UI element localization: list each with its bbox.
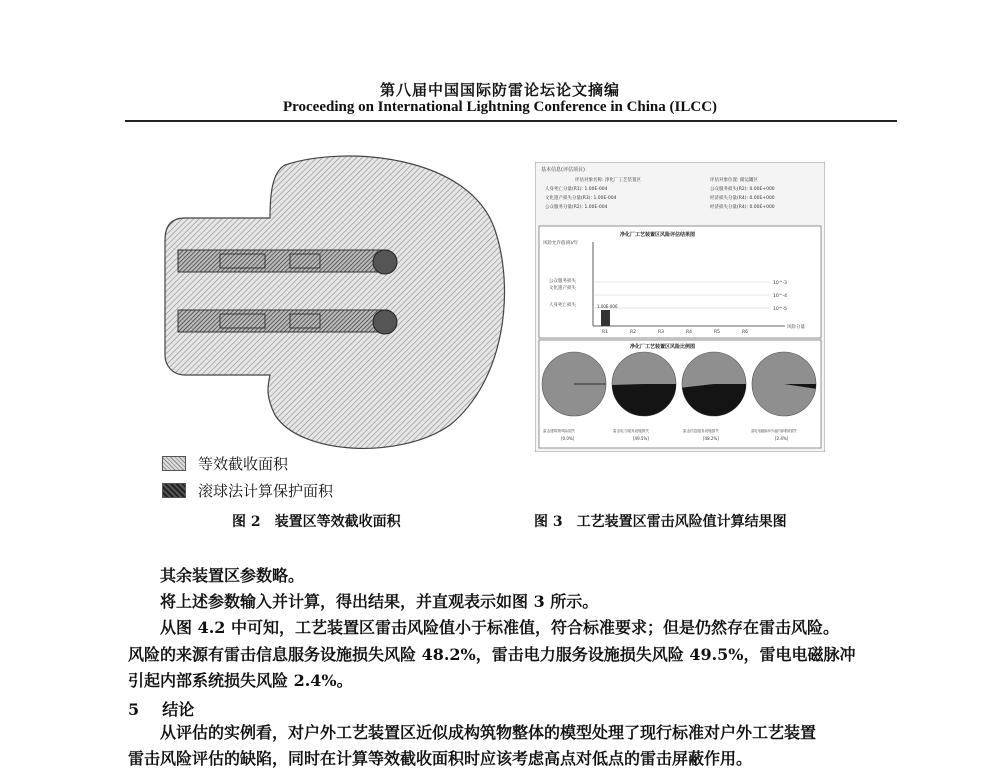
figure-2-equivalent-area xyxy=(160,150,510,450)
legend-equivalent-area xyxy=(162,453,288,474)
pie-label: 雷电电磁脉冲引起内部系统损失 xyxy=(751,429,798,433)
x-tick: R3 xyxy=(658,330,664,335)
equivalent-area-outline xyxy=(165,156,505,448)
figure-3-risk-results xyxy=(535,162,825,452)
info-line: 评估对象名称: 净化厂工艺装置区 xyxy=(575,178,641,183)
pie-pct: [0.0%] xyxy=(561,436,575,441)
section-title: 结论 xyxy=(162,700,195,719)
category-label: 文化遗产损失 xyxy=(549,286,576,291)
category-label: 公众服务损失 xyxy=(549,279,576,284)
x-axis-label: 风险分量 xyxy=(787,325,805,330)
y-tick: 10^-5 xyxy=(773,307,787,312)
paragraph-5: 雷击风险评估的缺陷，同时在计算等效截收面积时应该考虑高点对低点的雷击屏蔽作用。 xyxy=(128,749,753,768)
info-title: 基本信息(评估项目) xyxy=(541,167,585,173)
paragraph-3-line-2: 风险的来源有雷击信息服务设施损失风险 48.2%，雷击电力服务设施损失风险 49.5%，雷电电磁脉冲 xyxy=(128,645,856,664)
legend-swatch-hatch xyxy=(162,456,186,471)
legend-rolling-sphere xyxy=(162,480,333,501)
pie-pct: [49.5%] xyxy=(633,436,649,441)
paragraph-1: 其余装置区参数略。 xyxy=(160,566,305,585)
tank-upper xyxy=(373,250,397,274)
legend-label: 滚球法计算保护面积 xyxy=(198,482,334,500)
running-header-cn: 第八届中国国际防雷论坛论文摘编 xyxy=(379,81,620,99)
x-tick: R2 xyxy=(630,330,636,335)
bar-value-label: 1.00E-006 xyxy=(597,304,618,309)
tank-lower xyxy=(373,310,397,334)
category-label: 人身死亡损失 xyxy=(549,303,576,308)
x-tick: R6 xyxy=(742,330,748,335)
bar-r1 xyxy=(601,310,610,326)
section-heading xyxy=(128,697,194,720)
pie-pct: [2.4%] xyxy=(775,436,789,441)
header-rule xyxy=(125,120,897,122)
paragraph-4: 从评估的实例看，对户外工艺装置区近似成构筑物整体的模型处理了现行标准对户外工艺装置 xyxy=(160,723,817,742)
legend-label: 等效截收面积 xyxy=(198,455,289,473)
y-tick: 10^-3 xyxy=(773,281,787,286)
bar-chart-ylabel: 风险允许值(R)/年 xyxy=(543,241,579,246)
pie-pct: [48.2%] xyxy=(703,436,719,441)
x-tick: R4 xyxy=(686,330,692,335)
section-number: 5 xyxy=(128,700,140,719)
info-line: 公众服务损失(R2): 0.00E+000 xyxy=(710,187,775,192)
info-line: 公众服务分量(R2): 1.00E-004 xyxy=(545,205,608,210)
unit-strip-lower xyxy=(178,310,388,332)
y-tick: 10^-4 xyxy=(773,294,787,299)
running-header-en: Proceeding on International Lightning Conference in China (ILCC) xyxy=(282,99,718,115)
figure-3-caption: 图 3 工艺装置区雷击风险值计算结果图 xyxy=(534,514,787,530)
info-line: 评估对象位置: 储运罐区 xyxy=(710,178,758,183)
unit-strip-upper xyxy=(178,250,388,272)
info-line: 经济损失分量(R4): 0.00E+000 xyxy=(710,205,775,210)
info-line: 人身死亡分量(R1): 1.00E-004 xyxy=(545,187,608,192)
paragraph-3-line-3: 引起内部系统损失风险 2.4%。 xyxy=(128,671,353,690)
pie-label: 雷击信息服务设施损失 xyxy=(683,429,719,433)
legend-swatch-dense xyxy=(162,483,186,498)
figure-2-caption: 图 2 装置区等效截收面积 xyxy=(232,514,401,530)
info-line: 文化遗产损失分量(R3): 1.00E-004 xyxy=(545,196,617,201)
pie-label: 雷击建筑物风险损失 xyxy=(543,429,576,433)
bar-chart-title: 净化厂工艺装置区风险评估结果图 xyxy=(620,232,696,238)
pie-label: 雷击电力服务设施损失 xyxy=(613,429,649,433)
x-tick: R5 xyxy=(714,330,720,335)
x-tick: R1 xyxy=(602,330,608,335)
pie-panel-title: 净化厂工艺装置区风险比例图 xyxy=(630,344,696,350)
paragraph-2: 将上述参数输入并计算，得出结果，并直观表示如图 3 所示。 xyxy=(160,592,599,611)
paragraph-3-line-1: 从图 4.2 中可知，工艺装置区雷击风险值小于标准值，符合标准要求；但是仍然存在雷击风险。 xyxy=(160,618,839,637)
info-line: 经济损失分量(R4): 0.00E+000 xyxy=(710,196,775,201)
